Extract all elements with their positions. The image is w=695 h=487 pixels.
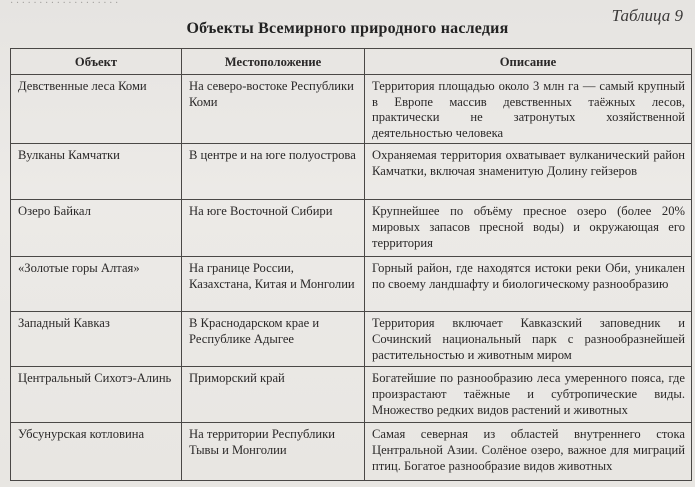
table-row (11, 75, 692, 144)
location-cell: На юге Восточной Сибири (182, 200, 365, 257)
column-header-description: Описание (365, 49, 692, 75)
object-cell: Западный Кавказ (11, 312, 182, 367)
column-header-location: Местоположение (182, 49, 365, 75)
description-cell: Горный район, где находятся истоки реки Оби, уникален по своему ландшафту и биологическому разнообразию (365, 257, 692, 312)
location-cell: В Краснодарском крае и Республике Адыгее (182, 312, 365, 367)
table-row (11, 367, 692, 423)
table-row (11, 200, 692, 257)
description-cell: Самая северная из областей внутреннего стока Центральной Азии. Солёное озеро, важное для миграций птиц. Богатое разнообразие видов животных (365, 423, 692, 481)
object-cell: «Золотые горы Алтая» (11, 257, 182, 312)
location-cell: В центре и на юге полуострова (182, 144, 365, 200)
heritage-table (10, 48, 692, 481)
table-row (11, 257, 692, 312)
object-cell: Убсунурская котловина (11, 423, 182, 481)
description-cell: Территория площадью около 3 млн га — самый крупный в Европе массив девственных таёжных лесов, практически не затронутых хозяйственной деятельностью человека (365, 75, 692, 144)
table-title: Объекты Всемирного природного наследия (186, 20, 509, 37)
table-row (11, 312, 692, 367)
object-cell: Озеро Байкал (11, 200, 182, 257)
description-cell: Охраняемая территория охватывает вулканический район Камчатки, включая знаменитую Долину гейзеров (365, 144, 692, 200)
location-cell: Приморский край (182, 367, 365, 423)
table-number: Таблица 9 (611, 6, 683, 25)
column-header-object: Объект (11, 49, 182, 75)
bleed-through-text: · · · · · · · · · · · · · · · · · · · (10, 0, 119, 8)
location-cell: На границе России, Казахстана, Китая и Монголии (182, 257, 365, 312)
description-cell: Крупнейшее по объёму пресное озеро (более 20% мировых запасов пресной воды) и окружающая его территория (365, 200, 692, 257)
location-cell: На северо-востоке Республики Коми (182, 75, 365, 144)
object-cell: Вулканы Камчатки (11, 144, 182, 200)
object-cell: Девственные леса Коми (11, 75, 182, 144)
table-row (11, 423, 692, 481)
header-row (11, 49, 692, 75)
description-cell: Территория включает Кавказский заповедник и Сочинский национальный парк с разнообразнейшей растительностью и животным миром (365, 312, 692, 367)
table-row (11, 144, 692, 200)
location-cell: На территории Республики Тывы и Монголии (182, 423, 365, 481)
description-cell: Богатейшие по разнообразию леса умеренного пояса, где произрастают таёжные и субтропические виды. Множество редких видов растений и животных (365, 367, 692, 423)
object-cell: Центральный Сихотэ-Алинь (11, 367, 182, 423)
